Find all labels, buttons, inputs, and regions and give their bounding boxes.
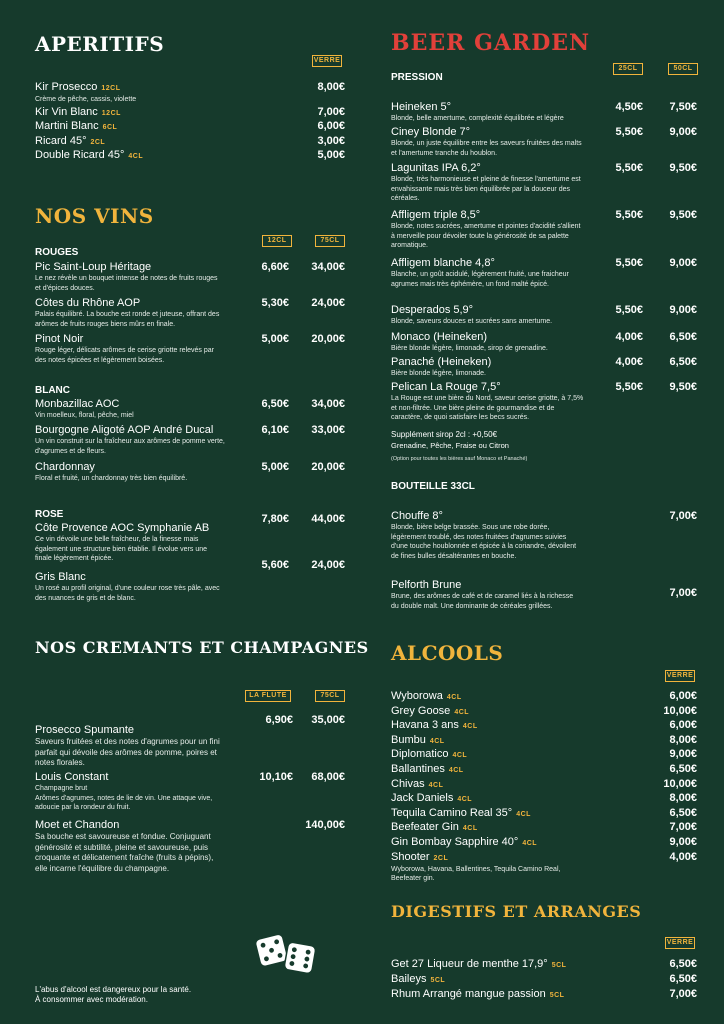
item-price-50cl: 9,50€ — [669, 209, 697, 221]
item-name: Wyborowa — [391, 690, 443, 702]
item-price-75cl: 34,00€ — [311, 261, 345, 273]
alcools-title: ALCOOLS — [391, 641, 504, 665]
item-price-75cl: 35,00€ — [311, 714, 345, 726]
item-desc: Blonde, belle amertume, complexité équilibrée et légère — [391, 115, 564, 122]
item-name: Baileys — [391, 973, 427, 985]
bouteille-label: BOUTEILLE 33CL — [391, 481, 475, 492]
pression-label: PRESSION — [391, 72, 443, 83]
item-price-75cl: 20,00€ — [311, 461, 345, 473]
item-volume: 2CL — [90, 139, 106, 146]
item-name: Bourgogne Aligoté AOP André Ducal — [35, 424, 214, 436]
item-price: 7,00€ — [669, 510, 697, 522]
wine-item — [35, 559, 345, 603]
item-price-75cl: 34,00€ — [311, 398, 345, 410]
digestif-item — [391, 988, 697, 1002]
item-price-12cl: 6,50€ — [261, 398, 289, 410]
item-price-12cl: 5,30€ — [261, 297, 289, 309]
item-price-50cl: 9,00€ — [669, 304, 697, 316]
item-name: Monbazillac AOC — [35, 398, 120, 410]
item-price: 10,00€ — [663, 777, 697, 790]
cremants-col-75cl: 75CL — [315, 690, 345, 702]
item-name: Lagunitas IPA 6,2° — [391, 162, 481, 174]
alcool-item — [391, 763, 697, 777]
item-price: 6,00€ — [317, 120, 345, 132]
item-price-50cl: 6,50€ — [669, 331, 697, 343]
wine-item — [35, 424, 345, 456]
item-price-75cl: 24,00€ — [311, 297, 345, 309]
wine-item — [35, 261, 345, 293]
item-price-12cl: 5,00€ — [261, 333, 289, 345]
item-name: Grey Goose — [391, 704, 451, 717]
item-name: Kir Vin Blanc — [35, 106, 98, 118]
item-name: Chardonnay — [35, 461, 95, 473]
wine-item — [35, 297, 345, 329]
alcool-item — [391, 851, 697, 884]
item-price-25cl: 5,50€ — [615, 209, 643, 221]
digestif-item — [391, 973, 697, 987]
item-price-50cl: 9,50€ — [669, 381, 697, 393]
wine-item — [35, 461, 345, 484]
blanc-label: BLANC — [35, 385, 70, 396]
item-desc: Blonde, saveurs douces et sucrées sans amertume. — [391, 318, 553, 325]
item-volume: 4CL — [446, 694, 462, 701]
item-price: 7,00€ — [669, 988, 697, 1000]
beer-item — [391, 381, 697, 423]
item-volume: 5CL — [549, 992, 565, 999]
item-name: Shooter — [391, 850, 430, 863]
wine-item — [35, 333, 345, 365]
item-name: Get 27 Liqueur de menthe 17,9° — [391, 958, 548, 970]
item-price-flute: 6,90€ — [265, 714, 293, 726]
beer-col-25cl: 25CL — [613, 63, 643, 75]
aperitif-item — [35, 120, 345, 134]
item-desc: Crème de pêche, cassis, violette — [35, 96, 137, 103]
item-volume: 6CL — [102, 124, 118, 131]
item-price: 4,00€ — [669, 850, 697, 863]
item-name: Chouffe 8° — [391, 510, 443, 522]
item-desc: Vin moelleux, floral, pêche, miel — [35, 412, 134, 419]
item-price-12cl: 5,00€ — [261, 461, 289, 473]
champagne-item — [35, 714, 345, 769]
item-volume: 4CL — [429, 737, 445, 745]
cremants-col-flute: LA FLUTE — [245, 690, 291, 702]
supplement-title: Supplément sirop 2cl : +0,50€ — [391, 430, 498, 439]
champagne-item — [35, 771, 345, 813]
alcool-item — [391, 807, 697, 821]
digestifs-title: DIGESTIFS ET ARRANGES — [391, 902, 642, 921]
item-desc: Wyborowa, Havana, Ballentines, Tequila Camino Real, Beefeater gin. — [391, 865, 561, 883]
alcool-item — [391, 705, 697, 719]
champagne-item — [35, 819, 345, 874]
dice-icon — [255, 930, 319, 978]
item-volume: 4CL — [522, 840, 538, 847]
beer-col-50cl: 50CL — [668, 63, 698, 75]
item-desc: Blonde, bière belge brassée. Sous une robe dorée, légèrement troublé, des notes fruitées d'agrumes suivies d'une touche houblonnée et épicée à la coriandre, dévoilent de fines bulles désaltérantes en bouche. — [391, 524, 577, 560]
rouges-label: ROUGES — [35, 247, 79, 258]
alcool-item — [391, 821, 697, 835]
item-volume: 4CL — [128, 153, 144, 160]
item-price-75cl: 20,00€ — [311, 333, 345, 345]
item-price-12cl: 7,80€ — [261, 513, 289, 525]
digestifs-col-verre: VERRE — [665, 937, 695, 949]
item-price-50cl: 6,50€ — [669, 356, 697, 368]
aperitif-item — [35, 81, 345, 105]
item-desc: Bière blonde légère, limonade, sirop de grenadine. — [391, 345, 548, 352]
item-name: Gin Bombay Sapphire 40° — [391, 836, 519, 848]
alcool-item — [391, 690, 697, 704]
digestif-item — [391, 958, 697, 972]
item-desc: Blanche, un goût acidulé, légèrement fruité, une fraicheur agrumes mais très éphémère, un fond malté épicé. — [391, 271, 569, 288]
item-price: 5,00€ — [317, 149, 345, 161]
item-price-50cl: 7,50€ — [669, 101, 697, 113]
aperitif-item — [35, 135, 345, 149]
beer-item — [391, 101, 697, 124]
item-price: 7,00€ — [669, 821, 697, 834]
item-desc: Bière blonde légère, limonade. — [391, 370, 486, 377]
item-name: Panaché (Heineken) — [391, 356, 492, 368]
item-name: Jack Daniels — [391, 792, 454, 805]
alcool-item — [391, 748, 697, 762]
item-price: 6,00€ — [669, 719, 697, 732]
beer-item — [391, 331, 697, 354]
item-desc: Ce vin dévoile une belle fraîcheur, de la finesse mais également une structure bien établie. Il évolue vers une finale légèrement épicée. — [35, 536, 207, 562]
item-name: Tequila Camino Real 35° — [391, 806, 513, 819]
item-volume: 12CL — [101, 85, 121, 92]
item-volume: 4CL — [452, 752, 468, 760]
item-price: 6,50€ — [669, 763, 697, 775]
wine-item — [35, 398, 345, 421]
beer-item — [391, 209, 697, 251]
item-desc: Un rosé au profil original, d'une couleur rose très pâle, avec des nuances de gris et de blanc. — [35, 585, 220, 602]
item-name: Desperados 5,9° — [391, 304, 474, 316]
item-name: Monaco (Heineken) — [391, 331, 487, 343]
item-price-75cl: 140,00€ — [305, 819, 345, 831]
item-volume: 4CL — [516, 810, 531, 818]
item-price: 7,00€ — [317, 106, 345, 118]
item-volume: 5CL — [551, 962, 567, 969]
item-price-flute: 10,10€ — [259, 771, 293, 783]
item-desc: Champagne brut Arômes d'agrumes, notes de lie de vin. Une attaque vive, adoucie par la rondeur du fruit. — [35, 785, 213, 811]
rose-label: ROSE — [35, 509, 64, 520]
item-price-75cl: 68,00€ — [311, 771, 345, 783]
beer-item — [391, 162, 697, 204]
item-name: Havana 3 ans — [391, 719, 459, 732]
item-name: Côte Provence AOC Symphanie AB — [35, 522, 210, 534]
item-price-50cl: 9,00€ — [669, 126, 697, 138]
item-price: 6,00€ — [669, 690, 697, 702]
item-name: Rhum Arrangé mangue passion — [391, 988, 546, 1000]
supplement-note: (Option pour toutes les bières sauf Monaco et Panaché) — [391, 456, 528, 462]
item-price-12cl: 5,60€ — [261, 559, 289, 571]
item-price: 9,00€ — [669, 836, 697, 848]
item-price-75cl: 24,00€ — [311, 559, 345, 571]
alcool-item — [391, 719, 697, 733]
beer-title: BEER GARDEN — [391, 30, 591, 56]
item-price-25cl: 4,00€ — [615, 356, 643, 368]
item-name: Diplomatico — [391, 748, 449, 761]
item-price-25cl: 4,50€ — [615, 101, 643, 113]
beer-item — [391, 257, 697, 289]
item-name: Pelforth Brune — [391, 579, 462, 591]
item-price-75cl: 33,00€ — [311, 424, 345, 436]
item-volume: 12CL — [101, 110, 121, 117]
item-name: Affligem blanche 4,8° — [391, 257, 495, 269]
item-name: Double Ricard 45° — [35, 149, 125, 161]
beer-item — [391, 304, 697, 327]
item-price-75cl: 44,00€ — [311, 513, 345, 525]
item-price: 8,00€ — [669, 733, 697, 746]
item-name: Ciney Blonde 7° — [391, 126, 471, 138]
item-desc: Un vin construit sur la fraîcheur aux arômes de pomme verte, d'agrumes et de fleurs. — [35, 438, 225, 455]
item-volume: 4CL — [457, 796, 473, 804]
item-name: Bumbu — [391, 733, 426, 746]
item-name: Ricard 45° — [35, 135, 87, 147]
item-price-25cl: 5,50€ — [615, 126, 643, 138]
beer-item — [391, 126, 697, 158]
alcool-item — [391, 734, 697, 748]
item-desc: La Rouge est une bière du Nord, saveur cerise griotte, à 7,5% et non-filtrée. Une bière pleine de gourmandise et de caractère, de quoi satisfaire les becs sucrés. — [391, 395, 584, 421]
item-price: 6,50€ — [669, 806, 697, 819]
cremants-title: NOS CREMANTS ET CHAMPAGNES — [35, 638, 369, 657]
beer-item — [391, 356, 697, 379]
disclaimer: L'abus d'alcool est dangereux pour la santé. À consommer avec modération. — [35, 985, 192, 1004]
item-price-25cl: 5,50€ — [615, 162, 643, 174]
item-name: Moet et Chandon — [35, 819, 120, 831]
alcool-item — [391, 792, 697, 806]
item-volume: 5CL — [430, 977, 446, 984]
item-name: Pic Saint-Loup Héritage — [35, 261, 152, 273]
item-price: 8,00€ — [317, 81, 345, 93]
bottle-item — [391, 579, 697, 611]
item-desc: Floral et fruité, un chardonnay très bien équilibré. — [35, 475, 188, 482]
item-desc: Blonde, notes sucrées, amertume et pointes d'acidité s'allient à merveille pour dévoiler toute la générosité de sa palette aromatique. — [391, 223, 581, 249]
item-price-25cl: 5,50€ — [615, 257, 643, 269]
item-price: 7,00€ — [669, 587, 697, 599]
aperitif-item — [35, 106, 345, 120]
alcool-item — [391, 778, 697, 792]
item-name: Louis Constant — [35, 771, 109, 783]
aperitif-item — [35, 149, 345, 163]
bottle-item — [391, 510, 697, 561]
item-name: Gris Blanc — [35, 571, 86, 583]
item-name: Kir Prosecco — [35, 81, 98, 93]
item-name: Prosecco Spumante — [35, 724, 135, 736]
item-price-25cl: 5,50€ — [615, 304, 643, 316]
item-desc: Sa bouche est savoureuse et fondue. Conjuguant générosité et subtilité, pleine et savoureuse, puis croquante et délicatement fraîche (fruits à pépins), elle incarne l'équilibre du champagne. — [35, 832, 214, 873]
item-price: 6,50€ — [669, 973, 697, 985]
item-price-50cl: 9,00€ — [669, 257, 697, 269]
item-desc: Le nez révèle un bouquet intense de notes de fruits rouges et d'épices douces. — [35, 275, 218, 292]
item-name: Chivas — [391, 777, 425, 790]
item-volume: 4CL — [462, 825, 478, 833]
item-desc: Palais équilibré. La bouche est ronde et juteuse, offrant des arômes de fruits rouges biens mûrs en finale. — [35, 311, 220, 328]
item-price: 8,00€ — [669, 792, 697, 805]
item-volume: 2CL — [433, 854, 449, 862]
item-price: 9,00€ — [669, 748, 697, 761]
item-name: Martini Blanc — [35, 120, 99, 132]
item-name: Heineken 5° — [391, 101, 452, 113]
item-price-25cl: 5,50€ — [615, 381, 643, 393]
item-price-12cl: 6,10€ — [261, 424, 289, 436]
vins-title: NOS VINS — [35, 204, 154, 228]
item-price: 10,00€ — [663, 704, 697, 717]
item-price-12cl: 6,60€ — [261, 261, 289, 273]
aperitifs-col-verre: VERRE — [312, 55, 342, 67]
item-desc: Saveurs fruitées et des notes d'agrumes pour un fini parfait qui dévoile des arômes de pomme, poires et notes florales. — [35, 737, 220, 767]
item-price-50cl: 9,50€ — [669, 162, 697, 174]
item-desc: Blonde, très harmonieuse et pleine de finesse l'amertume est envahissante mais très bien équilibrée par la douceur des céréales. — [391, 176, 581, 202]
item-name: Pelican La Rouge 7,5° — [391, 381, 501, 393]
item-name: Pinot Noir — [35, 333, 84, 345]
item-price-25cl: 4,00€ — [615, 331, 643, 343]
item-desc: Rouge léger, délicats arômes de cerise griotte relevés par des notes épicées et légèrement boisées. — [35, 347, 214, 364]
vins-col-75cl: 75CL — [315, 235, 345, 247]
item-price: 6,50€ — [669, 958, 697, 970]
item-name: Côtes du Rhône AOP — [35, 297, 141, 309]
item-volume: 4CL — [462, 723, 478, 731]
item-name: Affligem triple 8,5° — [391, 209, 481, 221]
aperitifs-title: APERITIFS — [35, 32, 165, 56]
item-volume: 4CL — [428, 781, 444, 789]
item-name: Beefeater Gin — [391, 821, 459, 834]
alcool-item — [391, 836, 697, 850]
item-volume: 4CL — [454, 708, 470, 716]
item-volume: 4CL — [448, 767, 464, 774]
item-price: 3,00€ — [317, 135, 345, 147]
supplement-list: Grenadine, Pêche, Fraise ou Citron — [391, 441, 509, 450]
item-name: Ballantines — [391, 763, 445, 775]
item-desc: Blonde, un juste équilibre entre les saveurs fruitées des malts et l'amertume tranche du houblon. — [391, 140, 582, 157]
item-desc: Brune, des arômes de café et de caramel liés à la richesse du double malt. Une dominante de céréales grillées. — [391, 593, 574, 610]
alcools-col-verre: VERRE — [665, 670, 695, 682]
vins-col-12cl: 12CL — [262, 235, 292, 247]
